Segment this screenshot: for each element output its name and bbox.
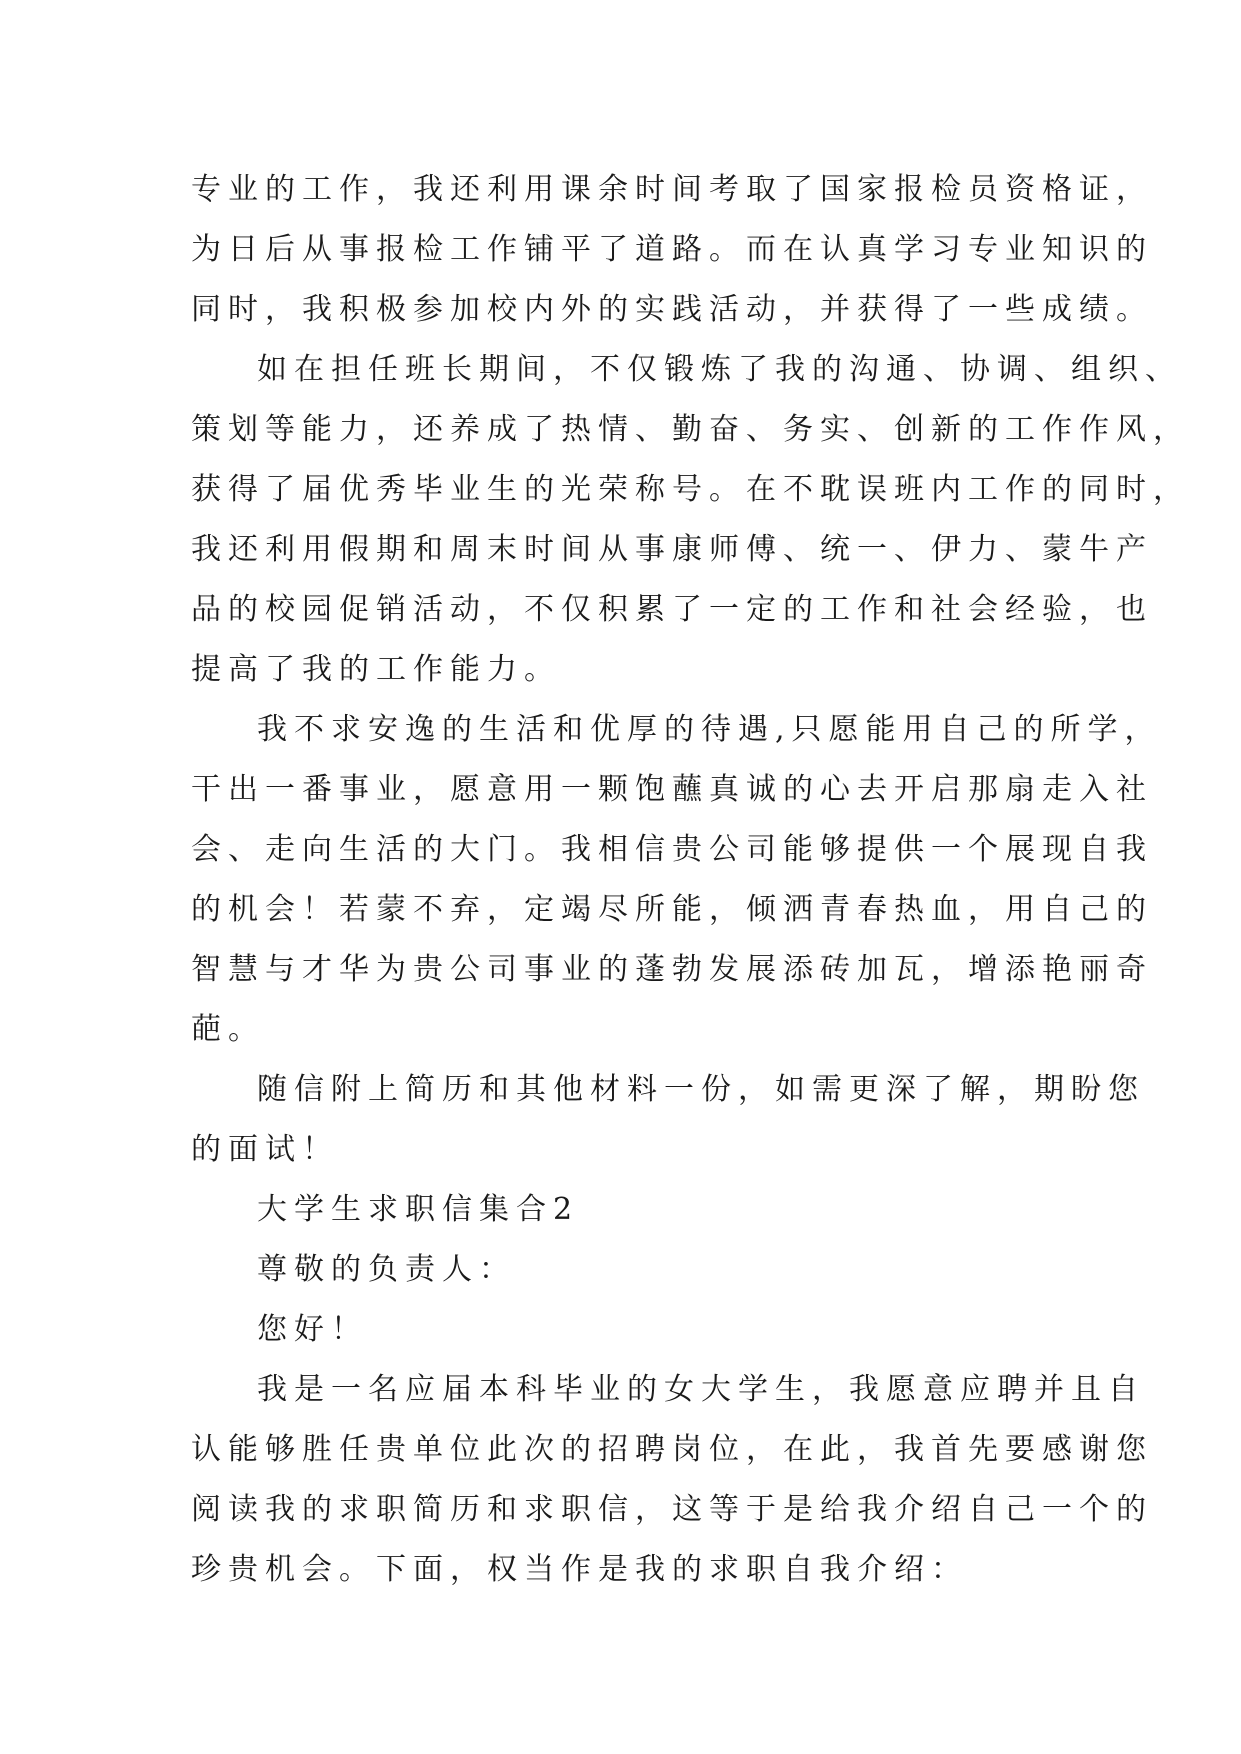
letter-body [191, 160, 1190, 1600]
text-line: 专业的工作，我还利用课余时间考取了国家报检员资格证， [191, 172, 1153, 207]
text-line: 提高了我的工作能力。 [191, 652, 561, 687]
paragraph-start-line: 随信附上简历和其他材料一份，如需更深了解，期盼您 [257, 1072, 1145, 1107]
text-line: 获得了届优秀毕业生的光荣称号。在不耽误班内工作的同时， [191, 472, 1190, 507]
salutation: 尊敬的负责人： [257, 1252, 516, 1287]
text-line: 会、走向生活的大门。我相信贵公司能够提供一个展现自我 [191, 832, 1153, 867]
greeting: 您好！ [257, 1312, 368, 1347]
section-title: 大学生求职信集合2 [257, 1192, 580, 1227]
text-line: 为日后从事报检工作铺平了道路。而在认真学习专业知识的 [191, 232, 1153, 267]
text-line: 的面试！ [191, 1132, 339, 1167]
paragraph-start-line: 我不求安逸的生活和优厚的待遇,只愿能用自己的所学， [257, 712, 1162, 747]
text-line: 我还利用假期和周末时间从事康师傅、统一、伊力、蒙牛产 [191, 532, 1153, 567]
paragraph-start-line: 我是一名应届本科毕业的女大学生，我愿意应聘并且自 [257, 1372, 1145, 1407]
text-line: 品的校园促销活动，不仅积累了一定的工作和社会经验，也 [191, 592, 1153, 627]
text-line: 智慧与才华为贵公司事业的蓬勃发展添砖加瓦，增添艳丽奇 [191, 952, 1153, 987]
text-line: 干出一番事业，愿意用一颗饱蘸真诚的心去开启那扇走入社 [191, 772, 1153, 807]
text-line: 阅读我的求职简历和求职信，这等于是给我介绍自己一个的 [191, 1492, 1153, 1527]
text-line: 策划等能力，还养成了热情、勤奋、务实、创新的工作作风， [191, 412, 1190, 447]
text-line: 珍贵机会。下面，权当作是我的求职自我介绍： [191, 1552, 968, 1587]
text-line: 认能够胜任贵单位此次的招聘岗位，在此，我首先要感谢您 [191, 1432, 1153, 1467]
text-line: 同时，我积极参加校内外的实践活动，并获得了一些成绩。 [191, 292, 1153, 327]
text-line: 的机会！若蒙不弃，定竭尽所能，倾洒青春热血，用自己的 [191, 892, 1153, 927]
text-line: 葩。 [191, 1012, 265, 1047]
paragraph-start-line: 如在担任班长期间，不仅锻炼了我的沟通、协调、组织、 [257, 352, 1182, 387]
